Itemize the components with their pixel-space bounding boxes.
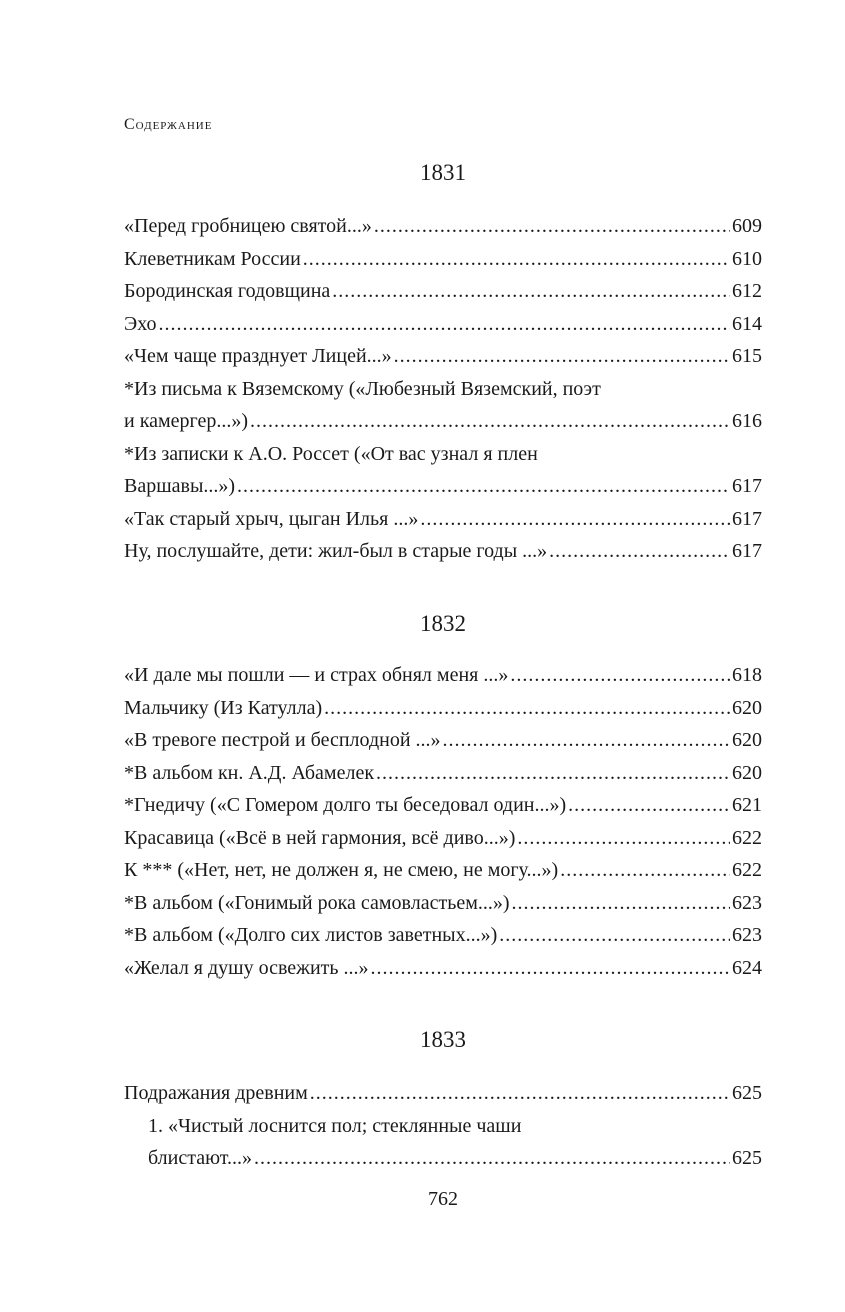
page-number: 762 bbox=[428, 1188, 458, 1210]
toc-entry bbox=[124, 692, 762, 725]
toc-entry bbox=[124, 789, 762, 822]
toc-entry-page: 617 bbox=[732, 540, 762, 562]
dot-leader bbox=[376, 757, 730, 790]
running-head: Содержание bbox=[124, 116, 213, 133]
toc-entry-page: 609 bbox=[732, 215, 762, 237]
toc-entry-title: «Желал я душу освежить ...» bbox=[124, 956, 369, 979]
toc-entry-row bbox=[148, 1142, 762, 1175]
toc-entry-row bbox=[124, 887, 762, 920]
toc-entry bbox=[124, 1077, 762, 1110]
dot-leader bbox=[324, 692, 730, 725]
toc-entry-title: Подражания древним bbox=[124, 1082, 308, 1104]
toc-entry-row bbox=[124, 692, 762, 725]
dot-leader bbox=[549, 535, 730, 568]
toc-entry-page: 615 bbox=[732, 345, 762, 367]
toc-entry-page: 623 bbox=[732, 924, 762, 946]
toc-entry-row bbox=[124, 789, 762, 822]
toc-entry bbox=[124, 757, 762, 790]
toc-entry-title: *В альбом («Долго сих листов заветных...») bbox=[124, 924, 498, 946]
section-year: 1833 bbox=[420, 1027, 466, 1052]
toc-entry bbox=[124, 503, 762, 536]
toc-entry-row bbox=[124, 757, 762, 790]
toc-entry bbox=[124, 275, 762, 308]
toc-entry-page: 617 bbox=[732, 475, 762, 497]
toc-entry-title: Ну, послушайте, дети: жил-был в старые годы ...» bbox=[124, 540, 548, 562]
toc-entry-row bbox=[124, 503, 762, 536]
toc-entry-line: 1. «Чистый лоснится пол; стеклянные чаши bbox=[148, 1114, 522, 1137]
toc-entry bbox=[124, 887, 762, 920]
toc-entry bbox=[124, 1110, 762, 1175]
toc-entry-page: 620 bbox=[732, 696, 762, 719]
toc-entry-line: *Из записки к А.О. Россет («От вас узнал я плен bbox=[124, 442, 538, 465]
dot-leader bbox=[371, 952, 730, 985]
toc-entry-row bbox=[124, 952, 762, 985]
toc-entry-page: 622 bbox=[732, 859, 762, 881]
dot-leader bbox=[512, 887, 730, 920]
toc-entry-title: «Так старый хрыч, цыган Илья ...» bbox=[124, 507, 419, 530]
dot-leader bbox=[499, 919, 730, 952]
toc-entry bbox=[124, 438, 762, 503]
toc-entry-row bbox=[124, 243, 762, 276]
dot-leader bbox=[510, 659, 730, 692]
toc-entry-page: 620 bbox=[732, 761, 762, 784]
section-year: 1832 bbox=[420, 611, 466, 636]
dot-leader bbox=[420, 503, 730, 536]
toc-list bbox=[124, 1077, 762, 1175]
dot-leader bbox=[517, 822, 730, 855]
toc-list bbox=[124, 659, 762, 984]
toc-entry-title: «И дале мы пошли — и страх обнял меня ...» bbox=[124, 664, 509, 686]
section-year: 1831 bbox=[420, 160, 466, 185]
dot-leader bbox=[394, 340, 730, 373]
toc-entry bbox=[124, 659, 762, 692]
dot-leader bbox=[332, 275, 730, 308]
toc-entry-title: *В альбом кн. А.Д. Абамелек bbox=[124, 761, 375, 784]
toc-entry-row bbox=[124, 210, 762, 243]
page bbox=[124, 0, 762, 1312]
toc-entry-page: 622 bbox=[732, 826, 762, 849]
toc-entry bbox=[124, 243, 762, 276]
dot-leader bbox=[568, 789, 730, 822]
dot-leader bbox=[310, 1077, 730, 1110]
toc-list bbox=[124, 210, 762, 568]
toc-entry bbox=[124, 854, 762, 887]
toc-entry-row bbox=[124, 535, 762, 568]
toc-entry-page: 617 bbox=[732, 507, 762, 530]
toc-entry-title: Бородинская годовщина bbox=[124, 280, 331, 302]
toc-entry-row bbox=[124, 340, 762, 373]
toc-entry-page: 618 bbox=[732, 664, 762, 686]
toc-entry-page: 610 bbox=[732, 247, 762, 270]
toc-entry-page: 625 bbox=[732, 1082, 762, 1104]
toc-entry-row bbox=[124, 308, 762, 341]
toc-entry-page: 625 bbox=[732, 1147, 762, 1169]
dot-leader bbox=[374, 210, 730, 243]
toc-entry bbox=[124, 210, 762, 243]
toc-entry-page: 612 bbox=[732, 280, 762, 302]
toc-entry-title: Клеветникам России bbox=[124, 247, 301, 270]
dot-leader bbox=[443, 724, 730, 757]
toc-entry-row bbox=[124, 275, 762, 308]
toc-entry-row bbox=[124, 405, 762, 438]
toc-entry-page: 620 bbox=[732, 729, 762, 751]
toc-entry bbox=[124, 919, 762, 952]
toc-entry-title: Мальчику (Из Катулла) bbox=[124, 696, 323, 719]
toc-entry-row bbox=[124, 724, 762, 757]
toc-entry-row bbox=[124, 822, 762, 855]
toc-entry-page: 614 bbox=[732, 312, 762, 335]
toc-entry bbox=[124, 535, 762, 568]
toc-entry-title: К *** («Нет, нет, не должен я, не смею, не могу...») bbox=[124, 859, 559, 881]
toc-entry-title: *В альбом («Гонимый рока самовластьем...») bbox=[124, 891, 510, 914]
toc-entry bbox=[124, 340, 762, 373]
dot-leader bbox=[254, 1142, 730, 1175]
toc-entry-page: 621 bbox=[732, 794, 762, 816]
toc-entry-title: Красавица («Всё в ней гармония, всё диво...») bbox=[124, 826, 516, 849]
toc-entry-title: «Перед гробницею святой...» bbox=[124, 215, 372, 237]
dot-leader bbox=[237, 470, 730, 503]
toc-entry-title: *Гнедичу («С Гомером долго ты беседовал один...») bbox=[124, 794, 567, 816]
toc-entry-title: блистают...» bbox=[148, 1147, 253, 1169]
toc-entry bbox=[124, 952, 762, 985]
toc-entry-page: 624 bbox=[732, 956, 762, 979]
toc-entry-row bbox=[124, 659, 762, 692]
dot-leader bbox=[250, 405, 730, 438]
toc-entry-title: и камергер...») bbox=[124, 410, 249, 432]
toc-entry-row bbox=[124, 470, 762, 503]
dot-leader bbox=[560, 854, 730, 887]
toc-entry-title: «В тревоге пестрой и бесплодной ...» bbox=[124, 729, 441, 751]
toc-entry bbox=[124, 822, 762, 855]
toc-entry-line: *Из письма к Вяземскому («Любезный Вяземский, поэт bbox=[124, 377, 601, 400]
dot-leader bbox=[303, 243, 730, 276]
toc-entry-title: Варшавы...») bbox=[124, 475, 236, 497]
toc-entry-title: Эхо bbox=[124, 312, 157, 335]
toc-entry-row bbox=[124, 1077, 762, 1110]
toc-entry-title: «Чем чаще празднует Лицей...» bbox=[124, 345, 392, 367]
toc-entry-row bbox=[124, 854, 762, 887]
toc-entry-page: 616 bbox=[732, 410, 762, 432]
toc-entry bbox=[124, 308, 762, 341]
toc-entry-page: 623 bbox=[732, 891, 762, 914]
toc-entry-row bbox=[124, 919, 762, 952]
toc-entry bbox=[124, 373, 762, 438]
dot-leader bbox=[158, 308, 730, 341]
toc-entry bbox=[124, 724, 762, 757]
